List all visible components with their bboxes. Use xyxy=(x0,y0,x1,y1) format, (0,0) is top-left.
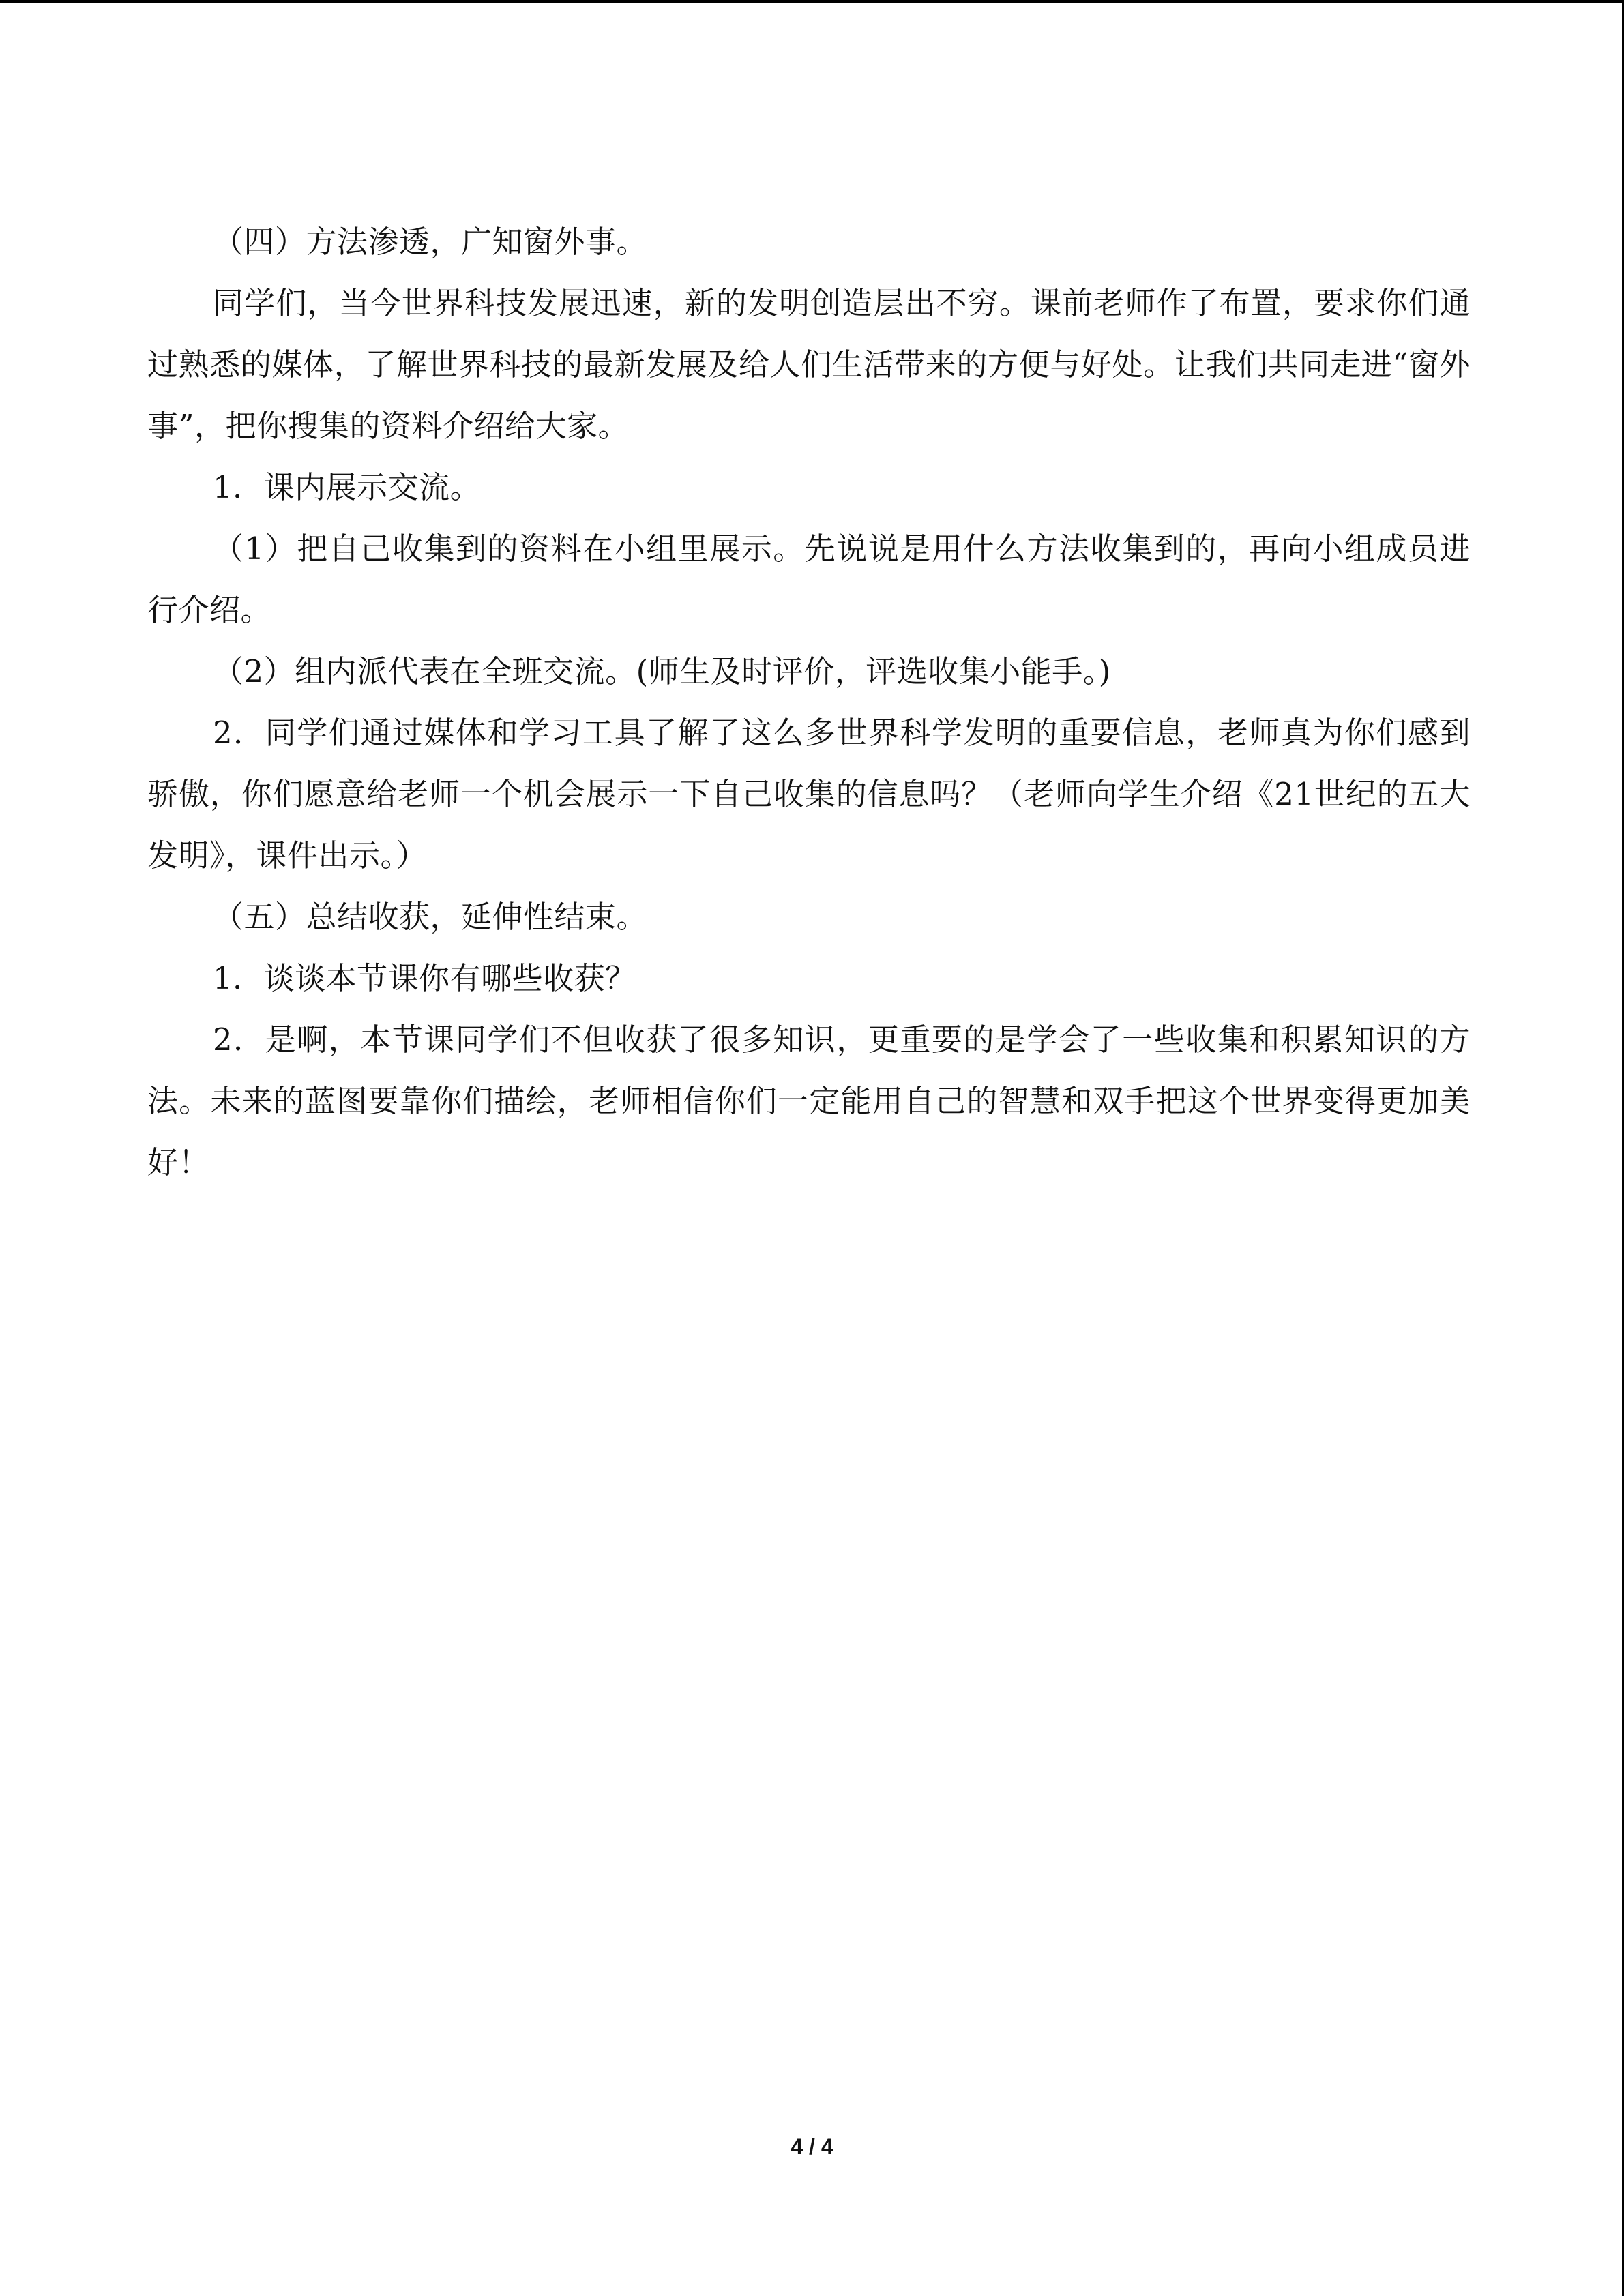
section-heading-four: （四）方法渗透，广知窗外事。 xyxy=(213,224,648,260)
section-heading-five: （五）总结收获，延伸性结束。 xyxy=(213,899,648,935)
intro-paragraph: 同学们，当今世界科技发展迅速，新的发明创造层出不穷。课前老师作了布置，要求你们通过熟悉的媒体，了解世界科技的最新发展及给人们生活带来的方便与好处。让我们共同走进“窗外事”，把你搜集的资料介绍给大家。 xyxy=(147,285,1471,444)
step-one-sub-one: （1）把自己收集到的资料在小组里展示。先说说是用什么方法收集到的，再向小组成员进行介绍。 xyxy=(147,531,1471,628)
document-body xyxy=(147,211,1471,1193)
page-top-border xyxy=(0,0,1624,3)
closing-paragraph: 2．是啊，本节课同学们不但收获了很多知识，更重要的是学会了一些收集和积累知识的方法。未来的蓝图要靠你们描绘，老师相信你们一定能用自己的智慧和双手把这个世界变得更加美好！ xyxy=(147,1022,1471,1180)
page-number: 4 / 4 xyxy=(791,2134,833,2159)
step-one-sub-two: （2）组内派代表在全班交流。(师生及时评价，评选收集小能手。) xyxy=(213,653,1111,689)
step-one-heading: 1．课内展示交流。 xyxy=(213,469,482,505)
summary-question: 1．谈谈本节课你有哪些收获？ xyxy=(213,960,636,996)
step-two-paragraph: 2．同学们通过媒体和学习工具了解了这么多世界科学发明的重要信息，老师真为你们感到骄傲，你们愿意给老师一个机会展示一下自己收集的信息吗？（老师向学生介绍《21世纪的五大发明》，课件出示。） xyxy=(147,715,1471,874)
